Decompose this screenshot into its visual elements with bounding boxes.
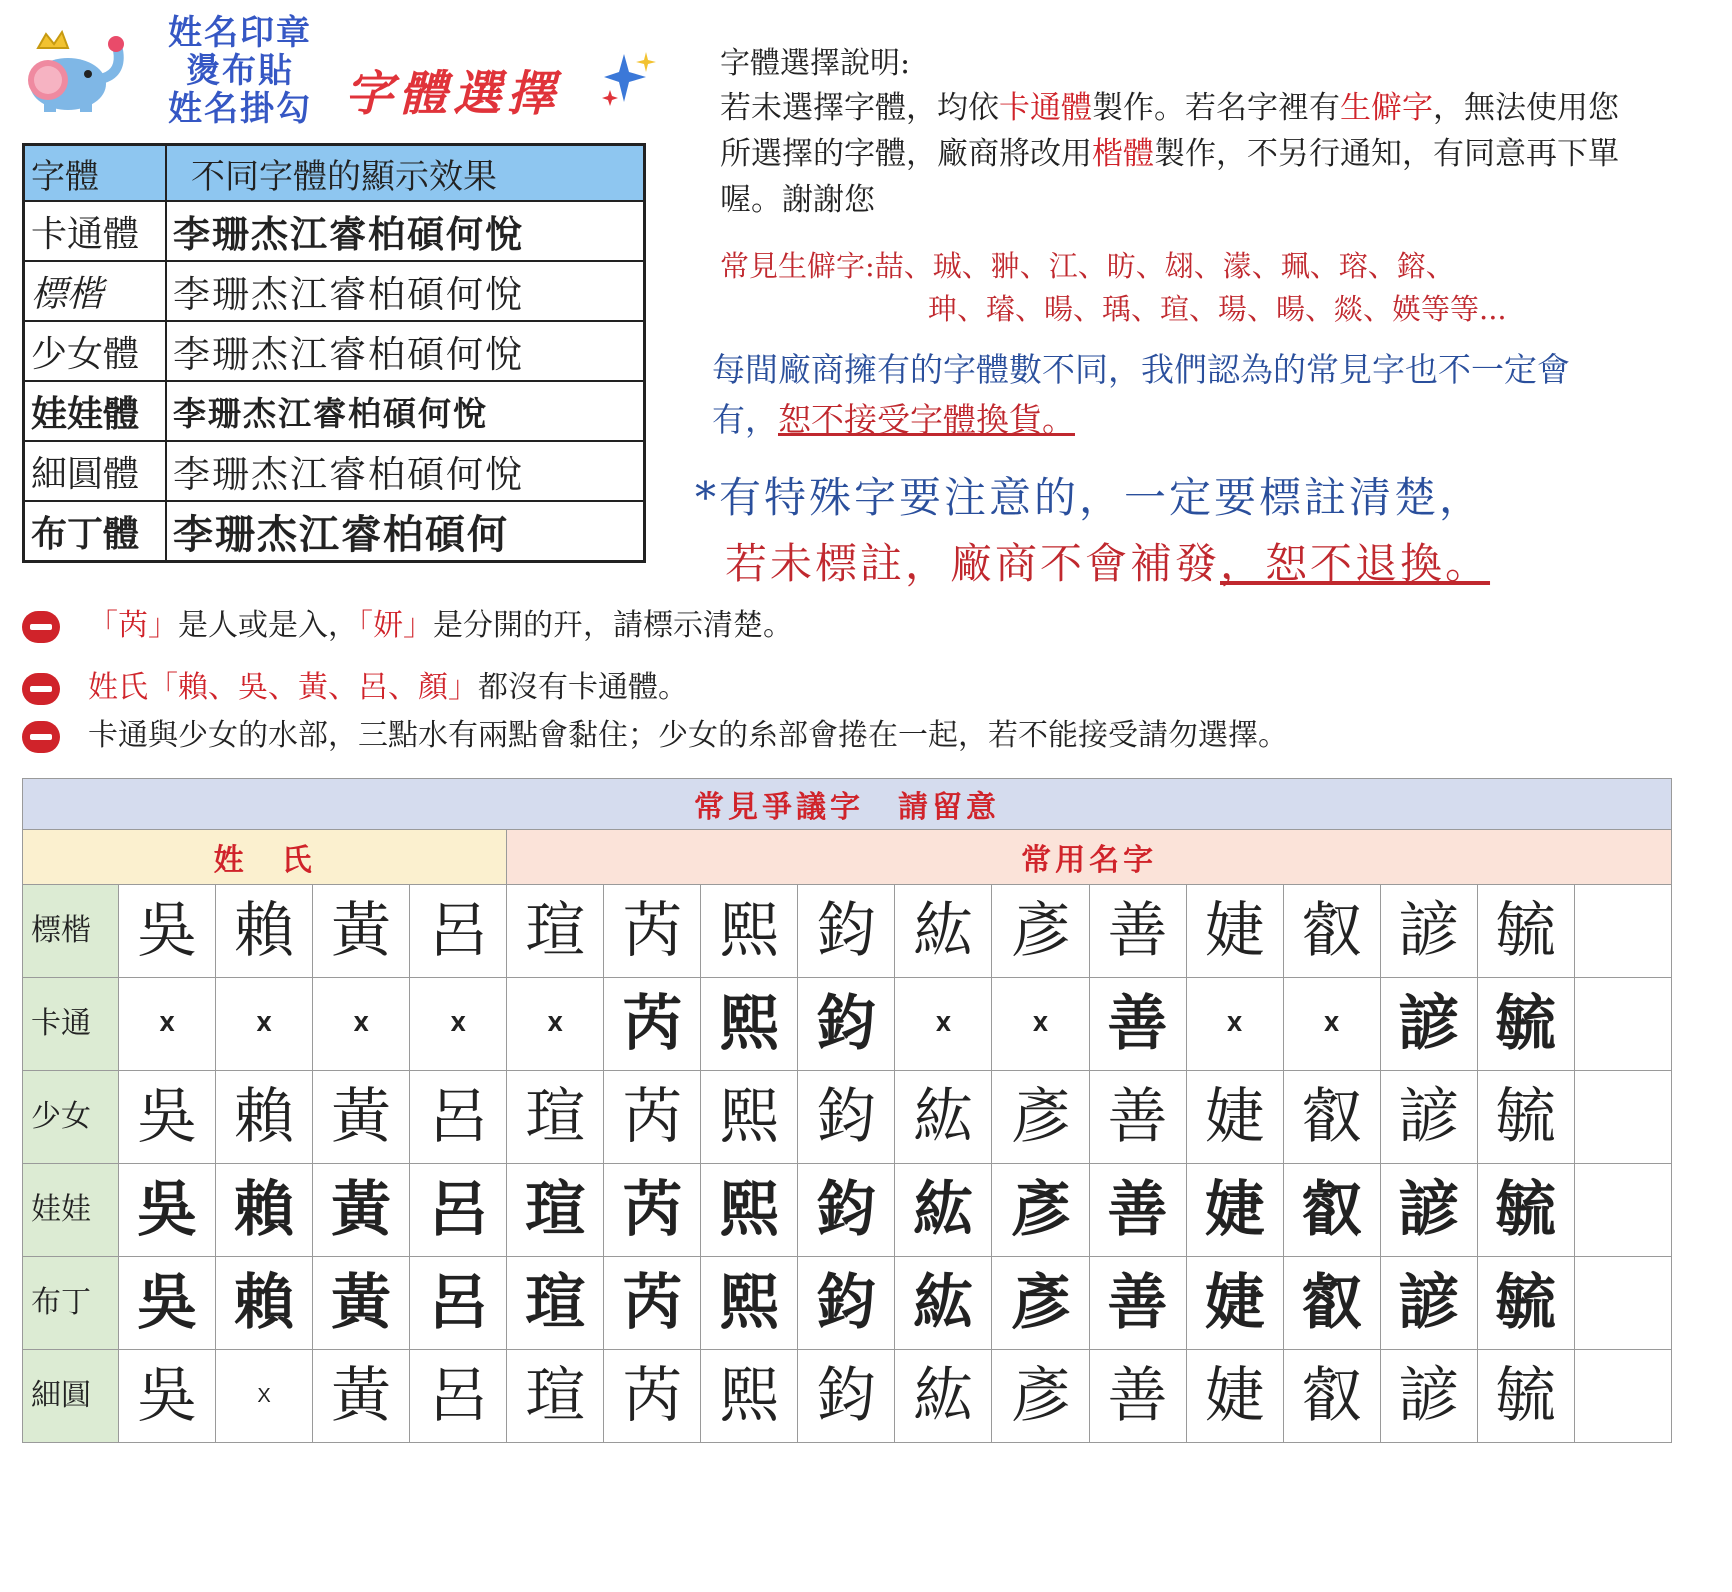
- char-cell: 善: [1089, 1164, 1186, 1257]
- char-cell: 彥: [992, 885, 1089, 978]
- char-cell: 賴: [216, 1164, 313, 1257]
- char-cell: 熙: [701, 1257, 798, 1350]
- char-cell: 叡: [1283, 1164, 1380, 1257]
- row-label: 娃娃: [23, 1164, 119, 1257]
- char-cell: 芮: [604, 1257, 701, 1350]
- char-cell: 吳: [119, 1257, 216, 1350]
- logo-line-3: 姓名掛勾: [168, 89, 312, 129]
- char-cell: [1574, 1257, 1671, 1350]
- table-row-baby: [23, 1164, 1672, 1257]
- font-name: 布丁體: [24, 501, 167, 562]
- char-cell: [1574, 1071, 1671, 1164]
- table-row-cartoon: [23, 978, 1672, 1071]
- logo-text: [140, 14, 340, 128]
- font-row-kai: [24, 261, 645, 321]
- exp-text: 製作。若名字裡有: [1092, 90, 1340, 126]
- char-cell: [1574, 885, 1671, 978]
- char-cell: 紘: [895, 1164, 992, 1257]
- char-cell: 紘: [895, 1350, 992, 1443]
- table-row-pudding: [23, 1257, 1672, 1350]
- char-cell: 婕: [1186, 1257, 1283, 1350]
- explanation-heading: 字體選擇說明:: [720, 46, 911, 81]
- char-cell: 呂: [410, 1164, 507, 1257]
- char-cell: 鈞: [798, 1257, 895, 1350]
- char-cell: X: [507, 978, 604, 1071]
- char-cell: 吳: [119, 1164, 216, 1257]
- font-name: 細圓體: [24, 441, 167, 501]
- char-cell: 黃: [313, 1071, 410, 1164]
- font-sample: 李珊杰江睿柏碩何悅: [166, 201, 645, 261]
- char-cell: 熙: [701, 1350, 798, 1443]
- exp-text: 若未選擇字體，均依: [720, 90, 999, 126]
- char-cell: 婕: [1186, 1164, 1283, 1257]
- char-cell: 黃: [313, 1164, 410, 1257]
- bullet-text-2: 是分開的幵，請標示清楚。: [433, 608, 793, 643]
- char-cell: 毓: [1477, 1164, 1574, 1257]
- char-cell: 紘: [895, 1071, 992, 1164]
- char-cell: 鈞: [798, 1164, 895, 1257]
- char-cell: 叡: [1283, 1350, 1380, 1443]
- sparkle-icon: [602, 50, 658, 108]
- exp-text: ，無法使用您所選擇的字體，廠商將改用: [720, 90, 1619, 172]
- char-cell: 賴: [216, 1257, 313, 1350]
- char-cell: 吳: [119, 1071, 216, 1164]
- font-row-baby: [24, 381, 645, 441]
- char-cell: 芮: [604, 978, 701, 1071]
- char-cell: 諺: [1380, 1071, 1477, 1164]
- font-row-round: [24, 441, 645, 501]
- font-name: 標楷: [24, 261, 167, 321]
- char-cell: 善: [1089, 1350, 1186, 1443]
- char-cell: 熙: [701, 1071, 798, 1164]
- row-label: 少女: [23, 1071, 119, 1164]
- char-cell: 芮: [604, 1350, 701, 1443]
- char-cell: 黃: [313, 1257, 410, 1350]
- char-cell: [1574, 1164, 1671, 1257]
- disputed-characters-table: [22, 778, 1672, 1443]
- char-cell: 諺: [1380, 1164, 1477, 1257]
- char-cell: 毓: [1477, 978, 1574, 1071]
- bullet-note-1: [22, 604, 793, 648]
- bullet-red: 「芮」: [88, 608, 178, 643]
- char-cell: 諺: [1380, 1257, 1477, 1350]
- char-cell: 彥: [992, 1257, 1089, 1350]
- col-header-font: 字體: [24, 145, 167, 202]
- notice-line-2: [695, 531, 1595, 597]
- font-sample: 李珊杰江睿柏碩何悅: [166, 381, 645, 441]
- logo-line-1: 姓名印章: [168, 13, 312, 53]
- notice-special-characters: [695, 465, 1595, 597]
- exp-highlight-kai: 楷體: [1092, 136, 1154, 172]
- group-given-name: 常用名字: [507, 830, 1672, 885]
- char-cell: 瑄: [507, 1257, 604, 1350]
- char-cell: 熙: [701, 885, 798, 978]
- bullet-red: 姓氏「賴、吳、黃、呂、顏」: [88, 670, 478, 705]
- red-bullet-icon: [22, 721, 60, 753]
- char-cell: X: [313, 978, 410, 1071]
- char-cell: 毓: [1477, 1350, 1574, 1443]
- font-sample: 李珊杰江睿柏碩何悅: [166, 321, 645, 381]
- notice-font-availability: [712, 345, 1612, 445]
- char-cell: 黃: [313, 1350, 410, 1443]
- notice-no-exchange: 恕不接受字體換貨。: [778, 400, 1075, 439]
- font-sample: 李珊杰江睿柏碩何悅: [166, 441, 645, 501]
- font-sample-table: [22, 143, 646, 563]
- char-cell: X: [216, 978, 313, 1071]
- char-cell: 黃: [313, 885, 410, 978]
- char-cell: 婕: [1186, 885, 1283, 978]
- char-cell: 鈞: [798, 978, 895, 1071]
- char-cell: 婕: [1186, 1350, 1283, 1443]
- notice-line-2-text: 若未標註，廠商不會補發: [725, 539, 1221, 588]
- notice-line-1: *有特殊字要注意的，一定要標註清楚，: [695, 473, 1485, 522]
- char-cell: 芮: [604, 885, 701, 978]
- row-label: 卡通: [23, 978, 119, 1071]
- char-cell: 婕: [1186, 1071, 1283, 1164]
- char-cell: 紘: [895, 885, 992, 978]
- char-cell: X: [895, 978, 992, 1071]
- table-row-kai: [23, 885, 1672, 978]
- explanation-body: [720, 85, 1640, 223]
- elephant-logo-icon: [18, 28, 136, 114]
- char-cell: 毓: [1477, 885, 1574, 978]
- row-label: 布丁: [23, 1257, 119, 1350]
- char-cell: [1574, 1350, 1671, 1443]
- char-cell: 叡: [1283, 1071, 1380, 1164]
- logo-line-2: 燙布貼: [186, 51, 294, 91]
- font-name: 娃娃體: [24, 381, 167, 441]
- bullet-text: 是人或是入，: [178, 608, 358, 643]
- char-cell: 呂: [410, 1257, 507, 1350]
- char-cell: 吳: [119, 885, 216, 978]
- table-row-round: [23, 1350, 1672, 1443]
- char-cell: 諺: [1380, 885, 1477, 978]
- char-cell: 吳: [119, 1350, 216, 1443]
- char-cell: 紘: [895, 1257, 992, 1350]
- bullet-note-3: [22, 714, 1288, 758]
- notice-text: 每間廠商擁有的字體數不同，我們認為的常見字也不一定會有，: [712, 350, 1570, 439]
- char-cell: 叡: [1283, 885, 1380, 978]
- char-cell: 芮: [604, 1164, 701, 1257]
- char-cell: 毓: [1477, 1257, 1574, 1350]
- char-cell: [1574, 978, 1671, 1071]
- char-cell: 善: [1089, 1257, 1186, 1350]
- red-bullet-icon: [22, 673, 60, 705]
- group-surname: 姓 氏: [23, 830, 507, 885]
- char-cell: 諺: [1380, 978, 1477, 1071]
- char-cell: 毓: [1477, 1071, 1574, 1164]
- exp-highlight-cartoon: 卡通體: [999, 90, 1092, 126]
- red-bullet-icon: [22, 611, 60, 643]
- font-name: 卡通體: [24, 201, 167, 261]
- bullet-text: 都沒有卡通體。: [478, 670, 688, 705]
- char-cell: X: [216, 1350, 313, 1443]
- rare-characters: [720, 245, 1700, 331]
- char-cell: 瑄: [507, 1164, 604, 1257]
- char-cell: 善: [1089, 1071, 1186, 1164]
- font-row-cartoon: [24, 201, 645, 261]
- char-cell: 瑄: [507, 1350, 604, 1443]
- notice-no-return: ，恕不退換。: [1220, 539, 1491, 588]
- char-cell: 彥: [992, 1164, 1089, 1257]
- row-label: 標楷: [23, 885, 119, 978]
- char-cell: 鈞: [798, 1350, 895, 1443]
- char-cell: 善: [1089, 978, 1186, 1071]
- bullet-red-2: 「妍」: [358, 608, 433, 643]
- char-cell: 瑄: [507, 885, 604, 978]
- char-cell: 賴: [216, 1071, 313, 1164]
- char-cell: 呂: [410, 885, 507, 978]
- char-cell: 諺: [1380, 1350, 1477, 1443]
- rare-line-2: 珅、璿、暘、瑀、瑄、瑒、暘、燚、媖等等...: [928, 292, 1507, 326]
- char-cell: X: [1283, 978, 1380, 1071]
- char-cell: 熙: [701, 978, 798, 1071]
- char-cell: 芮: [604, 1071, 701, 1164]
- char-cell: 叡: [1283, 1257, 1380, 1350]
- char-cell: 熙: [701, 1164, 798, 1257]
- char-cell: 彥: [992, 1071, 1089, 1164]
- table-title: 常見爭議字 請留意: [23, 779, 1672, 830]
- col-header-effect: 不同字體的顯示效果: [166, 145, 645, 202]
- font-sample: 李珊杰江睿柏碩何悅: [166, 261, 645, 321]
- font-row-girl: [24, 321, 645, 381]
- char-cell: 呂: [410, 1071, 507, 1164]
- page-title: 字體選擇: [345, 66, 562, 122]
- font-sample: 李珊杰江睿柏碩何: [166, 501, 645, 562]
- rare-line-1: 常見生僻字:喆、珹、翀、江、昉、翃、濛、珮、瑢、鎔、: [720, 249, 1455, 283]
- row-label: 細圓: [23, 1350, 119, 1443]
- char-cell: 鈞: [798, 1071, 895, 1164]
- exp-highlight-rare: 生僻字: [1340, 90, 1433, 126]
- char-cell: 瑄: [507, 1071, 604, 1164]
- char-cell: X: [119, 978, 216, 1071]
- char-cell: X: [992, 978, 1089, 1071]
- font-name: 少女體: [24, 321, 167, 381]
- char-cell: 呂: [410, 1350, 507, 1443]
- char-cell: 賴: [216, 885, 313, 978]
- char-cell: 彥: [992, 1350, 1089, 1443]
- exp-text: 製作，不另行通知，有同意再下單喔。謝謝您: [720, 136, 1619, 218]
- bullet-text: 卡通與少女的水部，三點水有兩點會黏住；少女的糸部會捲在一起，若不能接受請勿選擇。: [88, 718, 1288, 753]
- char-cell: 鈞: [798, 885, 895, 978]
- char-cell: X: [410, 978, 507, 1071]
- bullet-note-2: [22, 666, 688, 710]
- char-cell: 善: [1089, 885, 1186, 978]
- table-row-girl: [23, 1071, 1672, 1164]
- font-row-pudding: [24, 501, 645, 562]
- char-cell: X: [1186, 978, 1283, 1071]
